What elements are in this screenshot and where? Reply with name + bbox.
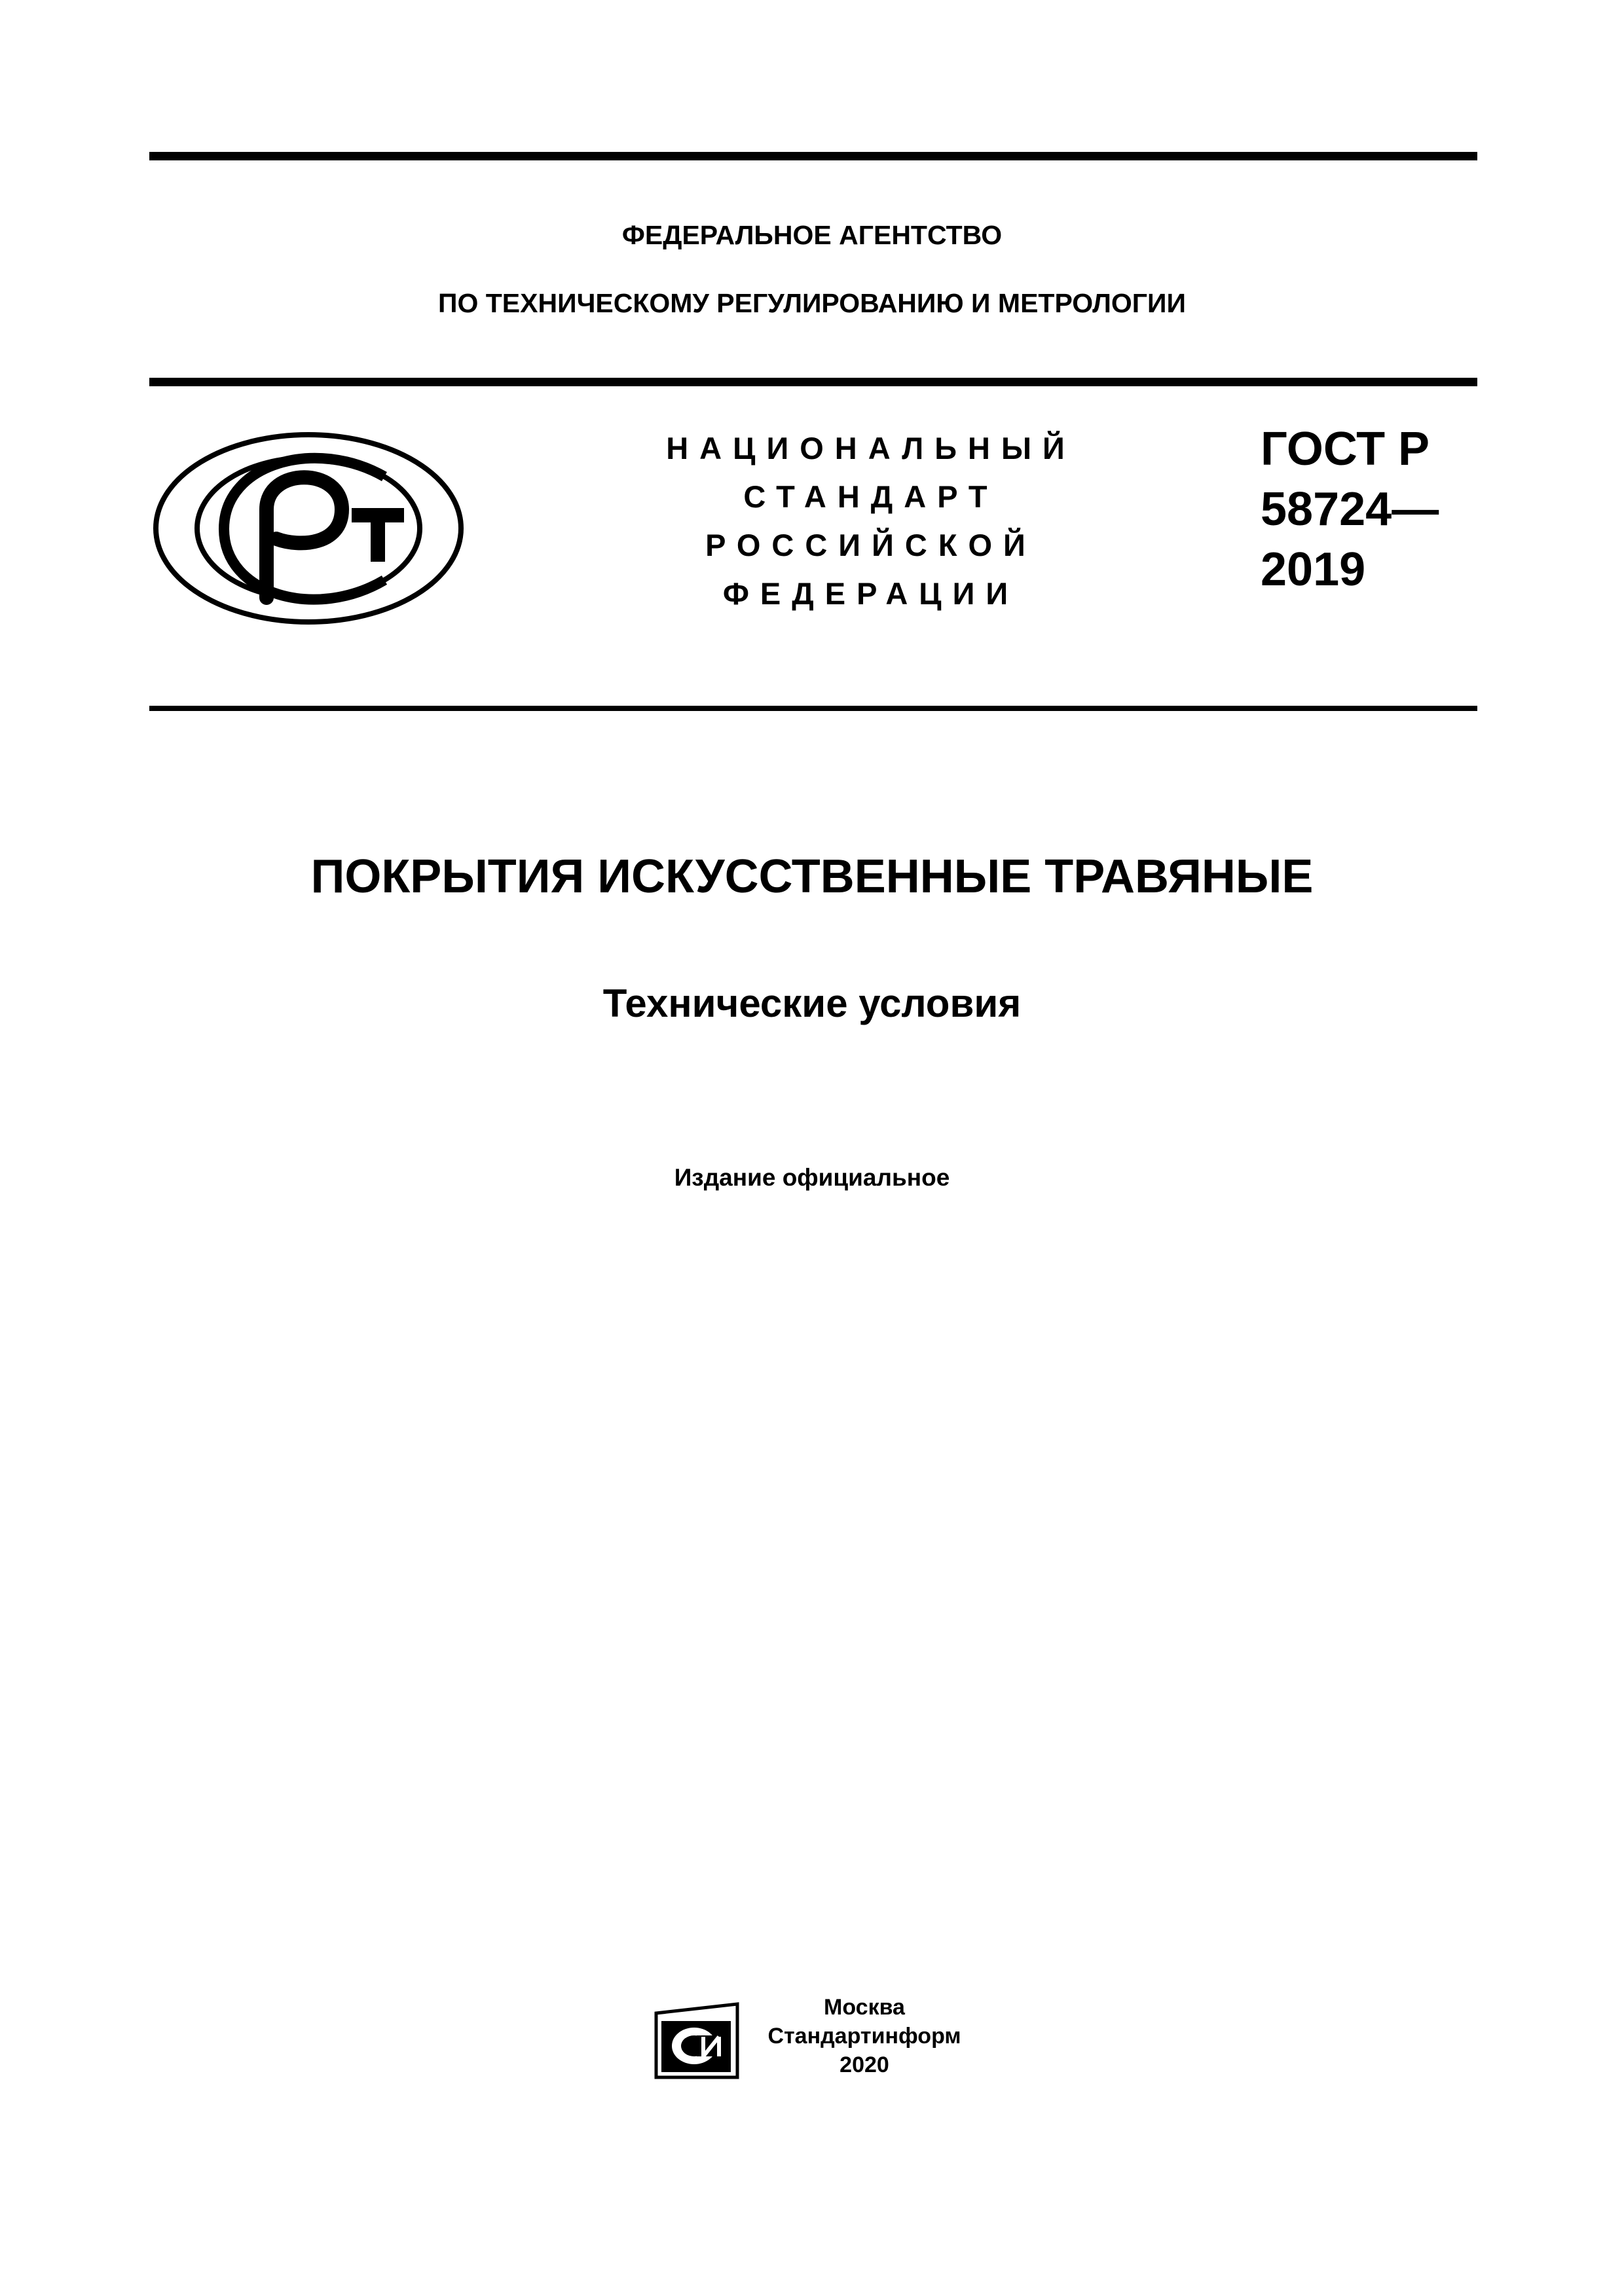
document-title: ПОКРЫТИЯ ИСКУССТВЕННЫЕ ТРАВЯНЫЕ [310,850,1314,903]
agency-name-line-2: ПО ТЕХНИЧЕСКОМУ РЕГУЛИРОВАНИЮ И МЕТРОЛОГИИ [438,288,1186,318]
publisher-city: Москва [824,1995,905,2020]
publisher-name: Стандартинформ [767,2024,961,2049]
agency-name-line-1: ФЕДЕРАЛЬНОЕ АГЕНТСТВО [621,220,1003,250]
top-rule [149,152,1477,160]
edition-note: Издание официальное [674,1164,950,1191]
national-standard-line-1: НАЦИОНАЛЬНЫЙ [666,431,1076,465]
national-standard-line-2: СТАНДАРТ [743,479,999,514]
rst-certification-logo-icon [152,431,465,626]
designation-line-1: ГОСТ Р [1261,423,1430,475]
publication-year: 2020 [840,2052,889,2077]
national-standard-line-4: ФЕДЕРАЦИИ [722,576,1020,611]
divider-rule [149,706,1477,711]
header-rule [149,378,1477,386]
publisher-imprint [766,1993,963,2079]
document-subtitle: Технические условия [602,981,1022,1025]
standard-designation [1261,419,1439,600]
designation-line-3: 2019 [1261,543,1366,596]
national-standard-line-3: РОССИЙСКОЙ [705,528,1037,562]
standartinform-logo-icon [651,2000,743,2083]
national-standard-label [616,424,1126,618]
designation-line-2: 58724— [1261,483,1439,536]
